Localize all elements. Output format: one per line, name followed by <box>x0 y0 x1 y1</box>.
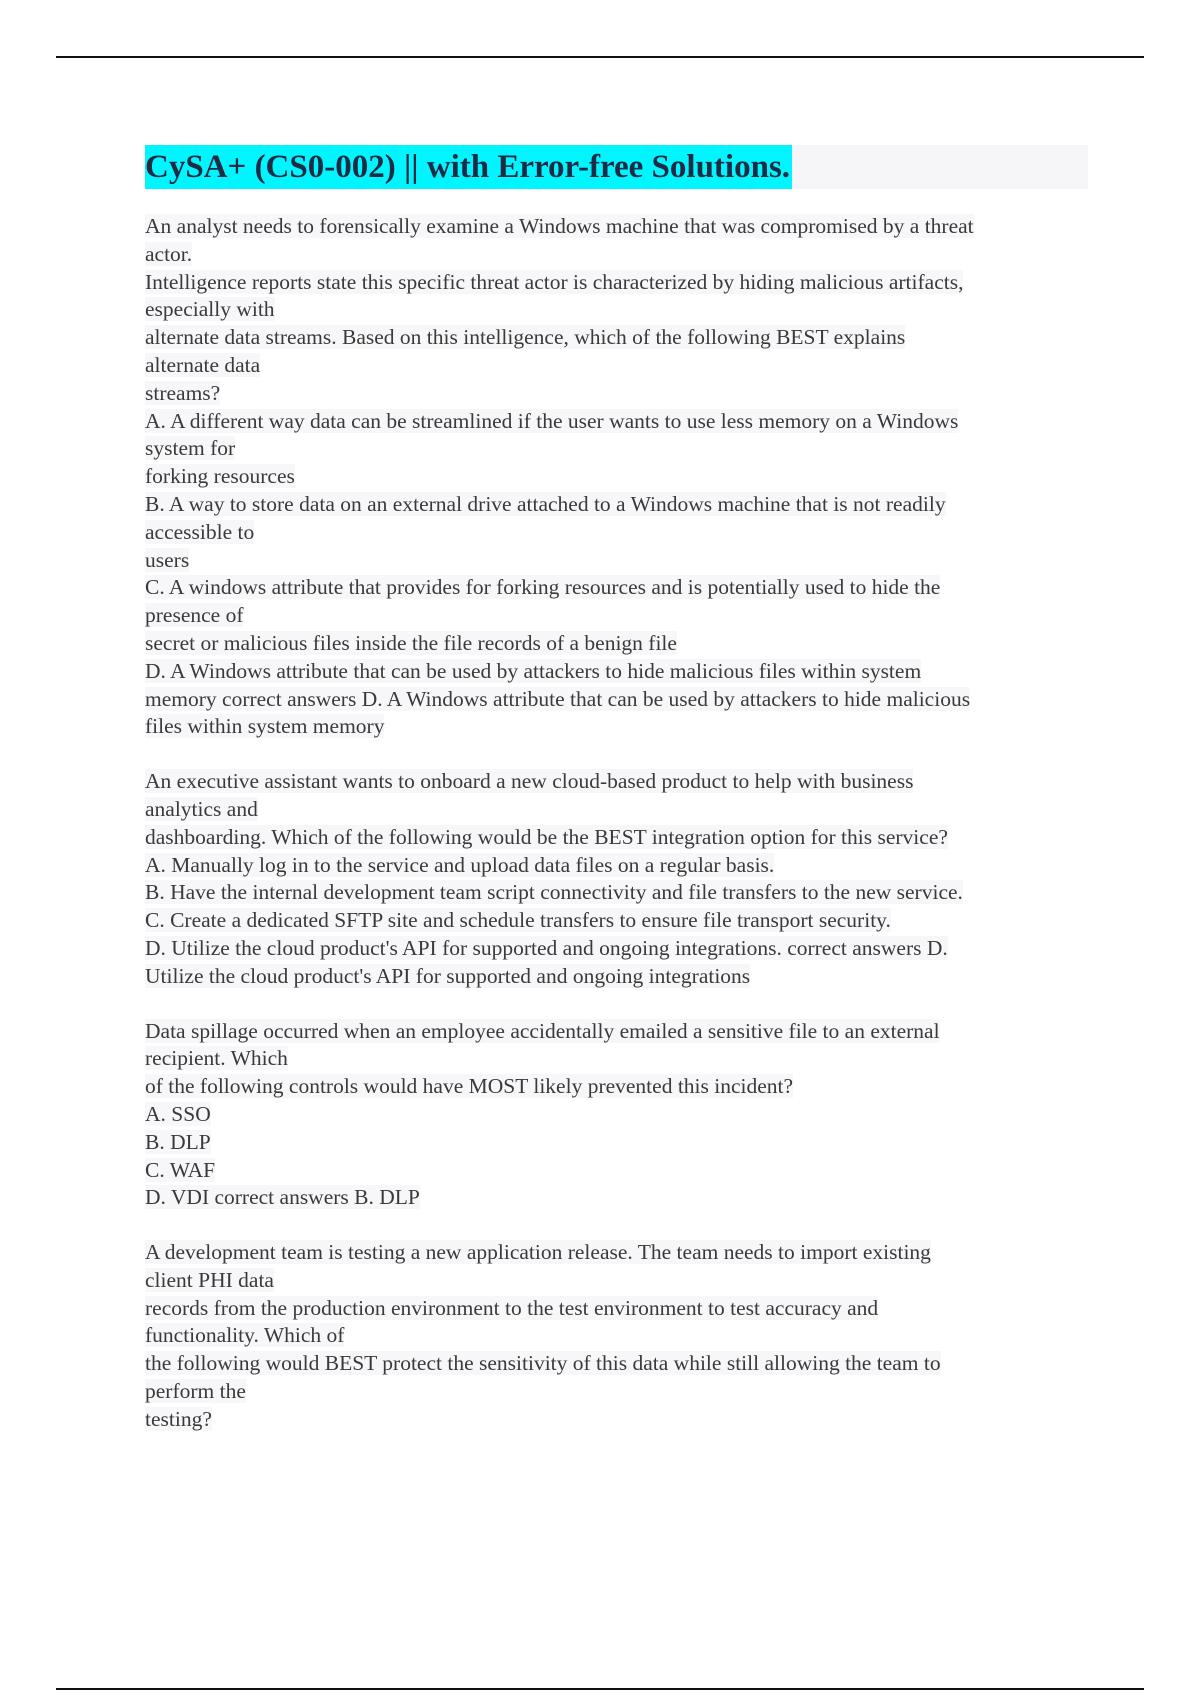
question-line-text: C. WAF <box>145 1157 216 1182</box>
title-bar <box>145 145 1088 189</box>
question-line <box>145 408 1090 436</box>
question-line-text: records from the production environment to the test environment to test accuracy and <box>145 1295 879 1320</box>
question-line-text: alternate data streams. Based on this intelligence, which of the following BEST explains <box>145 325 906 350</box>
question-line <box>145 1295 1090 1323</box>
question-line <box>145 1184 1090 1212</box>
question-line-text: B. DLP <box>145 1129 211 1154</box>
question-line-text: A. A different way data can be streamlined if the user wants to use less memory on a Windows <box>145 408 959 433</box>
question-line <box>145 1018 1090 1046</box>
question-line <box>145 1267 1090 1295</box>
question-line-text: alternate data <box>145 352 261 377</box>
question-line-text: presence of <box>145 603 244 628</box>
question-line-text: users <box>145 547 190 572</box>
question-line-text: streams? <box>145 380 221 405</box>
question-line <box>145 269 1090 297</box>
question-line-text: Intelligence reports state this specific threat actor is characterized by hiding malicious artifacts, <box>145 269 964 294</box>
question-block <box>145 1239 1090 1434</box>
question-list <box>145 213 1090 1434</box>
question-line-text: analytics and <box>145 796 258 821</box>
question-block <box>145 213 1090 741</box>
question-line-text: A. Manually log in to the service and upload data files on a regular basis. <box>145 852 775 877</box>
question-line-text: C. Create a dedicated SFTP site and schedule transfers to ensure file transport security. <box>145 908 891 933</box>
question-line-text: D. A Windows attribute that can be used by attackers to hide malicious files within system <box>145 658 922 683</box>
question-line <box>145 519 1090 547</box>
question-line <box>145 686 1090 714</box>
question-line-text: forking resources <box>145 464 295 489</box>
question-line <box>145 935 1090 963</box>
document-title: CySA+ (CS0-002) || with Error-free Solutions. <box>145 145 792 189</box>
question-line-text: especially with <box>145 297 275 322</box>
question-line <box>145 713 1090 741</box>
question-line <box>145 1129 1090 1157</box>
question-line-text: B. A way to store data on an external drive attached to a Windows machine that is not readily <box>145 491 946 516</box>
question-line <box>145 1406 1090 1434</box>
question-line <box>145 1073 1090 1101</box>
question-line-text: actor. <box>145 241 193 266</box>
question-line-text: memory correct answers D. A Windows attribute that can be used by attackers to hide malicious <box>145 686 971 711</box>
question-line-text: system for <box>145 436 236 461</box>
question-line-text: secret or malicious files inside the file records of a benign file <box>145 630 677 655</box>
question-line <box>145 852 1090 880</box>
question-line <box>145 241 1090 269</box>
document-body <box>145 145 1090 1461</box>
question-line-text: testing? <box>145 1406 212 1431</box>
question-line-text: of the following controls would have MOST likely prevented this incident? <box>145 1074 794 1099</box>
question-line-text: A. SSO <box>145 1101 211 1126</box>
question-line-text: An executive assistant wants to onboard a new cloud-based product to help with business <box>145 769 914 794</box>
question-line <box>145 824 1090 852</box>
question-line <box>145 907 1090 935</box>
question-line-text: functionality. Which of <box>145 1323 345 1348</box>
question-line-text: files within system memory <box>145 714 385 739</box>
question-line <box>145 768 1090 796</box>
question-line <box>145 463 1090 491</box>
question-line <box>145 324 1090 352</box>
question-line-text: Data spillage occurred when an employee accidentally emailed a sensitive file to an external <box>145 1018 940 1043</box>
question-line <box>145 1157 1090 1185</box>
question-line-text: D. VDI correct answers B. DLP <box>145 1185 420 1210</box>
question-line <box>145 1239 1090 1267</box>
question-line-text: A development team is testing a new application release. The team needs to import existing <box>145 1240 931 1265</box>
question-line <box>145 491 1090 519</box>
bottom-rule <box>56 1688 1144 1690</box>
question-line <box>145 1378 1090 1406</box>
question-line <box>145 1350 1090 1378</box>
question-line <box>145 602 1090 630</box>
question-line <box>145 352 1090 380</box>
question-line <box>145 630 1090 658</box>
question-line <box>145 879 1090 907</box>
question-line <box>145 658 1090 686</box>
question-line-text: C. A windows attribute that provides for forking resources and is potentially used to hide the <box>145 575 941 600</box>
question-line <box>145 963 1090 991</box>
question-line <box>145 296 1090 324</box>
question-line <box>145 574 1090 602</box>
question-block <box>145 768 1090 990</box>
question-line <box>145 796 1090 824</box>
top-rule <box>56 56 1144 58</box>
question-line-text: the following would BEST protect the sensitivity of this data while still allowing the team to <box>145 1351 941 1376</box>
question-line <box>145 547 1090 575</box>
question-line-text: D. Utilize the cloud product's API for supported and ongoing integrations. correct answers D. <box>145 935 948 960</box>
question-line-text: dashboarding. Which of the following would be the BEST integration option for this service? <box>145 824 948 849</box>
question-line-text: B. Have the internal development team script connectivity and file transfers to the new service. <box>145 880 963 905</box>
question-line-text: recipient. Which <box>145 1046 288 1071</box>
question-line <box>145 1045 1090 1073</box>
question-line <box>145 380 1090 408</box>
question-line <box>145 213 1090 241</box>
question-line-text: accessible to <box>145 519 255 544</box>
question-line-text: Utilize the cloud product's API for supported and ongoing integrations <box>145 963 751 988</box>
question-line <box>145 435 1090 463</box>
question-line <box>145 1101 1090 1129</box>
question-block <box>145 1018 1090 1213</box>
question-line-text: client PHI data <box>145 1267 274 1292</box>
question-line-text: perform the <box>145 1379 246 1404</box>
question-line <box>145 1322 1090 1350</box>
question-line-text: An analyst needs to forensically examine a Windows machine that was compromised by a threat <box>145 214 974 238</box>
